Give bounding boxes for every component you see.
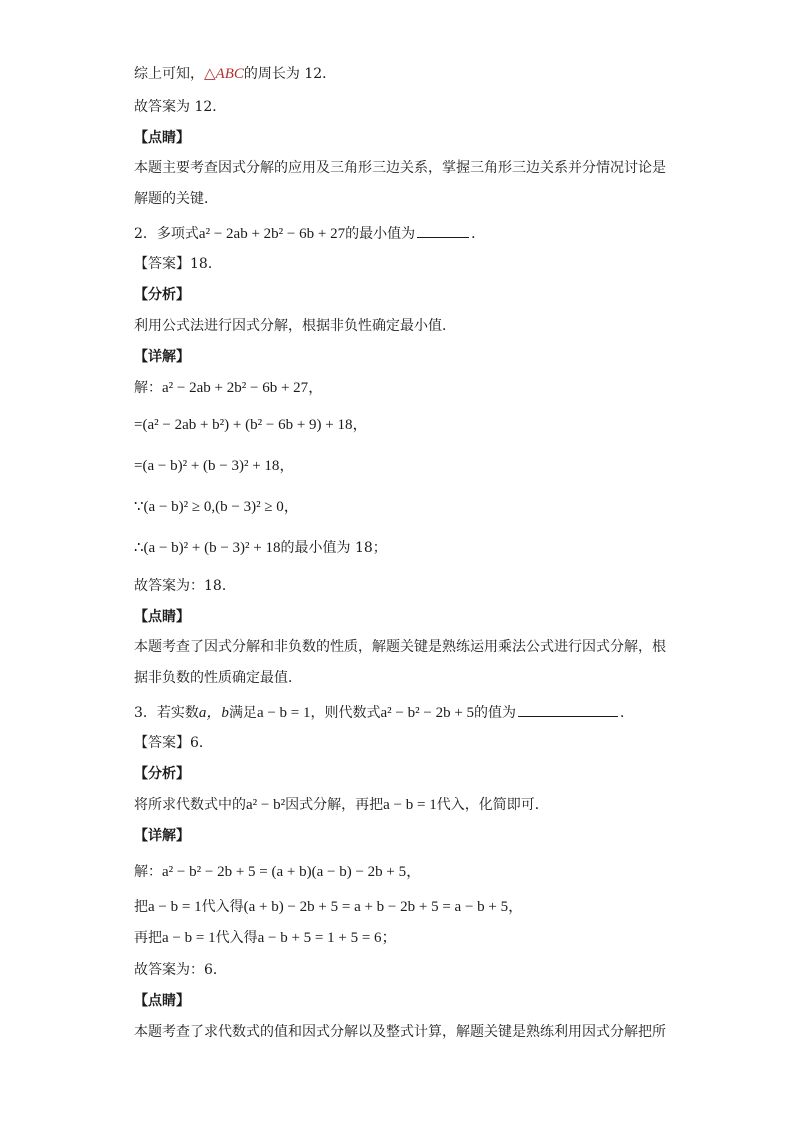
section-tag-dianjing: 【点睛】: [134, 993, 190, 1009]
text: 的值为: [474, 705, 517, 721]
text: 代入，化简即可．: [436, 797, 549, 813]
math-condition: a − b = 1: [162, 930, 216, 946]
text: 因式分解，再把: [285, 797, 384, 813]
math-expression: a² − b² − 2b + 5: [380, 705, 475, 721]
analysis-text: [134, 795, 674, 815]
solution-step-3: =(a − b)² + (b − 3)² + 18，: [134, 458, 295, 474]
answer-line: 故答案为 12．: [134, 99, 227, 115]
answer-line: 故答案为：6．: [134, 962, 227, 978]
conclusion-line: [134, 64, 674, 84]
section-tag-xiangjie: 【详解】: [134, 828, 190, 844]
math-condition: a − b = 1: [148, 899, 202, 915]
section-tag-fenxi: 【分析】: [134, 766, 190, 782]
math-expression: (a + b) − 2b + 5 = a + b − 2b + 5 = a − b + 5，: [243, 899, 524, 915]
solution-step-4: ∵(a − b)² ≥ 0,(b − 3)² ≥ 0，: [134, 499, 299, 515]
section-tag-fenxi: 【分析】: [134, 287, 190, 303]
math-polynomial: a² − 2ab + 2b² − 6b + 27: [198, 226, 346, 242]
text: 综上可知，: [134, 66, 204, 82]
solution-step-1: [134, 378, 674, 398]
text: 再把: [134, 930, 162, 946]
math-triangle: △ABC: [204, 66, 244, 82]
answer-tag: 【答案】6．: [134, 735, 213, 751]
text: 3．若实数: [134, 705, 199, 721]
text: 满足: [228, 705, 257, 721]
text: 代入得: [201, 899, 244, 915]
text: 将所求代数式中的: [134, 797, 246, 813]
answer-tag: 【答案】18．: [134, 256, 222, 272]
math-vars: a，b: [198, 705, 229, 721]
comment-paragraph: 本题考查了因式分解和非负数的性质，解题关键是熟练运用乘法公式进行因式分解，根据非负数的性质确定最值．: [134, 639, 666, 686]
text: 把: [134, 899, 148, 915]
text: 的最小值为: [345, 226, 416, 242]
comment-paragraph: 本题考查了求代数式的值和因式分解以及整式计算，解题关键是熟练利用因式分解把所: [134, 1024, 666, 1040]
section-tag-xiangjie: 【详解】: [134, 349, 190, 365]
solution-step-2: [134, 897, 674, 917]
solution-step-3: [134, 928, 674, 948]
text: ．: [471, 226, 486, 242]
math-expression: a² − 2ab + 2b² − 6b + 27，: [162, 380, 324, 396]
text: 解：: [134, 864, 162, 880]
question-2: [134, 223, 674, 244]
solution-step-5: [134, 538, 674, 558]
math-condition: a − b = 1: [383, 797, 437, 813]
text: 的最小值为 18；: [280, 540, 387, 556]
answer-blank: [417, 223, 469, 238]
text: ，则代数式: [310, 705, 381, 721]
text: ．: [620, 705, 635, 721]
text: 2．多项式: [134, 226, 199, 242]
section-tag-dianjing: 【点睛】: [134, 609, 190, 625]
question-3: [134, 702, 674, 723]
solution-step-2: =(a² − 2ab + b²) + (b² − 6b + 9) + 18，: [134, 417, 368, 433]
text: 代入得: [215, 930, 258, 946]
section-tag-dianjing: 【点睛】: [134, 130, 190, 146]
text: 的周长为 12．: [243, 66, 337, 82]
math-expression: a² − b²: [246, 797, 286, 813]
math-expression: a² − b² − 2b + 5 = (a + b)(a − b) − 2b + 5，: [162, 864, 422, 880]
answer-blank: [518, 702, 618, 717]
text: 解：: [134, 380, 162, 396]
math-condition: a − b = 1: [256, 705, 311, 721]
math-expression: a − b + 5 = 1 + 5 = 6；: [257, 930, 397, 946]
math-expression: ∴(a − b)² + (b − 3)² + 18: [134, 540, 281, 556]
analysis-text: 利用公式法进行因式分解，根据非负性确定最小值．: [134, 318, 456, 334]
answer-line: 故答案为：18．: [134, 578, 236, 594]
comment-paragraph: 本题主要考查因式分解的应用及三角形三边关系，掌握三角形三边关系并分情况讨论是解题的关键．: [134, 160, 666, 207]
solution-step-1: [134, 862, 674, 882]
